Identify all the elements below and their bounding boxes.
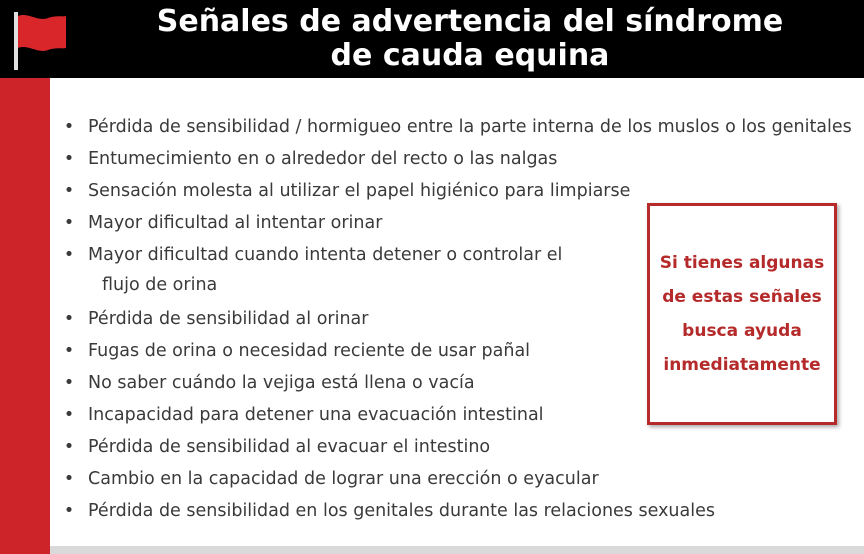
title-line-2: de cauda equina <box>330 38 610 73</box>
list-item-text: Pérdida de sensibilidad al orinar <box>88 309 369 329</box>
list-item-text: Pérdida de sensibilidad en los genitales durante las relaciones sexuales <box>88 501 715 521</box>
left-accent-bar <box>0 78 50 554</box>
callout-line: de estas señales <box>662 287 822 307</box>
list-item-text: Incapacidad para detener una evacuación intestinal <box>88 405 544 425</box>
list-item-text: No saber cuándo la vejiga está llena o vacía <box>88 373 475 393</box>
page-title <box>80 5 860 73</box>
bullet-icon: • <box>63 309 75 329</box>
list-item <box>62 496 852 528</box>
bullet-icon: • <box>63 149 75 169</box>
bullet-icon: • <box>63 501 75 521</box>
list-item-continuation: flujo de orina <box>102 275 218 295</box>
bullet-icon: • <box>63 405 75 425</box>
list-item <box>62 112 852 144</box>
list-item-text: Mayor dificultad al intentar orinar <box>88 213 383 233</box>
list-item-text: Entumecimiento en o alrededor del recto o las nalgas <box>88 149 558 169</box>
callout-box <box>647 203 837 425</box>
callout-line: inmediatamente <box>663 355 821 375</box>
list-item <box>62 432 852 464</box>
list-item-text: Pérdida de sensibilidad al evacuar el intestino <box>88 437 491 457</box>
bullet-icon: • <box>63 437 75 457</box>
callout-line: busca ayuda <box>682 321 802 341</box>
bullet-icon: • <box>63 341 75 361</box>
title-line-1: Señales de advertencia del síndrome <box>156 4 784 39</box>
bottom-border <box>50 546 864 554</box>
bullet-icon: • <box>63 245 75 265</box>
list-item-text: Pérdida de sensibilidad / hormigueo entre la parte interna de los muslos o los genitales <box>88 117 852 137</box>
callout-line: Si tienes algunas <box>659 253 825 273</box>
list-item-text: Mayor dificultad cuando intenta detener o controlar el <box>88 245 563 265</box>
list-item <box>62 144 852 176</box>
red-flag-icon <box>6 8 70 72</box>
bullet-icon: • <box>63 469 75 489</box>
bullet-icon: • <box>63 181 75 201</box>
bullet-icon: • <box>63 213 75 233</box>
list-item-text: Sensación molesta al utilizar el papel higiénico para limpiarse <box>88 181 631 201</box>
bullet-icon: • <box>63 117 75 137</box>
bullet-icon: • <box>63 373 75 393</box>
list-item-text: Fugas de orina o necesidad reciente de usar pañal <box>88 341 531 361</box>
list-item-text: Cambio en la capacidad de lograr una erección o eyacular <box>88 469 599 489</box>
list-item <box>62 464 852 496</box>
header-bar <box>0 0 864 78</box>
